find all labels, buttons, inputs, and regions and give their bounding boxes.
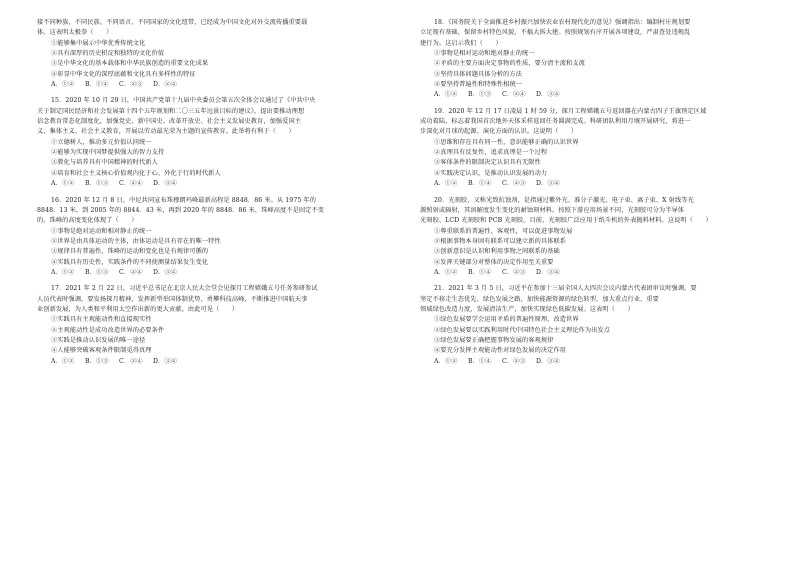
question-stem-line: 光刻胶、LCD 光刻胶和 PCB 光刻胶。目前，光刻胶广泛应用于纸斗机的外表抛料材料。这说明（ ） [420, 217, 712, 225]
option-3: ③实践是推动认识发展的唯一途径 [51, 336, 146, 344]
option-2: ②能够为实现中国梦提供强大的智力支持 [51, 149, 165, 157]
question-stem-line: 建行为。这启示我们（ ） [420, 39, 502, 47]
answer-b[interactable]: B．①③ [85, 357, 109, 365]
option-2: ②具有深厚的历史积淀和独特的文化价值 [51, 50, 165, 58]
answer-d[interactable]: D．②④ [153, 81, 177, 89]
answer-choices [37, 80, 382, 90]
question-stem-line: 的。珠峰的高度变化体现了（ ） [37, 217, 138, 225]
question-stem-line: 业创新发展，为人类和平利用太空作出新的更大贡献。由此可见（ ） [37, 305, 239, 313]
option-4: ④要充分发挥主观能动性对绿色发展的决定作用 [434, 347, 567, 355]
option-1: ①立德树人，推动多元价值认同统一 [51, 138, 152, 146]
answer-a[interactable]: A．①② [51, 180, 75, 188]
option-3: ③教化与培养具有中国精神的时代新人 [51, 159, 158, 167]
option-1: ①事物是相对运动和绝对静止的统一 [434, 50, 535, 58]
option-3: ③绿色发展要正确把握事物发展的客观规律 [434, 336, 554, 344]
answer-b[interactable]: B．①④ [468, 268, 492, 276]
option-2: ②真理具有反复性，追求真理是一个过程 [434, 149, 548, 157]
answer-a[interactable]: A．①② [51, 268, 75, 276]
question-stem-line: 关于制定国民经济和社会发展第十四个五年规划和二〇三五年远景目标的建议》，提出要推动理想 [37, 107, 305, 115]
answer-a[interactable]: A．①② [51, 81, 75, 89]
question-stem-line: 立足现有基础，保留乡村特色风貌，不搞大拆大建。按照规划有序开展各项建设，严肃查处违规乱 [420, 29, 691, 37]
question-stem-line: 人员代表时强调，要发扬探月精神，发挥新型举国体制优势，勇攀科技高峰，不断推进中国航天事 [37, 295, 308, 303]
option-2: ②根据事物本身固有联系可以建立新的具体联系 [434, 237, 567, 245]
left-column [37, 18, 382, 367]
question-stem-line: 接不同种族、不同民族、不同语言、不同国家的文化纽带，已经成为中国文化对外交流传播重要载 [37, 19, 308, 26]
option-3: ③客体条件的限制决定认识具有无限性 [434, 159, 541, 167]
answer-c[interactable]: C．②③ [502, 180, 526, 188]
answer-c[interactable]: C．②④ [119, 180, 143, 188]
question-stem-line: 成功着陆，标志着我国首次地外天体采样返回任务圆满完成。科研团队利用月壤开展研究，将进一 [420, 118, 691, 126]
answer-d[interactable]: D．③④ [536, 180, 560, 188]
option-2: ②矛盾的主要方面决定事物的性质，要分清主流和支流 [434, 60, 585, 68]
option-4: ④实践决定认识，是推动认识发展的动力 [434, 169, 548, 177]
question-stem-line: 信念教育常态化制度化，加强党史、新中国史、改革开放史、社会主义发展史教育，加强爱国主 [37, 118, 302, 126]
answer-b[interactable]: B．①④ [468, 357, 492, 365]
answer-b[interactable]: B．①④ [468, 180, 492, 188]
question-18-stem: 18．《国务院关于全面推进乡村振兴加快农业农村现代化的意见》强调指出：编制村庄规划要 [434, 19, 691, 26]
answer-choices [37, 268, 382, 278]
question-21-stem: 21．2021 年 3 月 5 日，习近平在参加十三届全国人大四次会议内蒙古代表团审议时强调，要 [434, 285, 697, 293]
answer-b[interactable]: B．①④ [85, 81, 109, 89]
option-3: ③坚持具体问题具体分析的方法 [434, 70, 523, 78]
answer-d[interactable]: D．③④ [536, 91, 560, 99]
question-stem-line: 领域绿色改造力度，发展清洁生产，加快实现绿色低碳发展。这表明（ ） [420, 305, 634, 313]
question-stem-line: 步深化对月球的起源、演化方面的认识。这说明（ ） [420, 128, 578, 136]
answer-a[interactable]: A．①② [434, 357, 458, 365]
option-2: ②主观能动性是成功改造世界的必要条件 [51, 326, 165, 334]
question-stem-line: 坚定不移走生态优先、绿色发展之路，加快能源资源的绿色转型，加大重点行业、重要 [420, 295, 659, 303]
answer-a[interactable]: A．①② [434, 268, 458, 276]
option-4: ④实践具有历史性，实践条件的不同使测量结果发生变化 [51, 258, 209, 266]
option-1: ①思维和存在具有同一性，意识能够正确的认识世界 [434, 138, 579, 146]
option-1: ①尊重联系的普遍性、客观性，可以促进事物发展 [434, 227, 573, 235]
answer-choices [420, 90, 765, 100]
option-1: ①能够集中展示中华优秀传统文化 [51, 39, 146, 47]
answer-c[interactable]: C．②④ [119, 268, 143, 276]
answer-d[interactable]: D．③④ [153, 180, 177, 188]
option-2: ②绿色发展要以实践利用时代中国特色社会主义理论作为出发点 [434, 326, 611, 334]
answer-a[interactable]: A．①② [434, 91, 458, 99]
question-stem-line: 体。这表明太极拳（ ） [37, 29, 113, 37]
option-4: ④培育和社会主义核心价值观内化于心、外化于行的时代新人 [51, 169, 221, 177]
question-20-stem: 20．光刻胶，又称光致抗蚀剂，是指通过紫外光、准分子激光、电子束、离子束、X 射线等光 [434, 196, 694, 204]
option-4: ④人能够突破客观条件限制觅得真理 [51, 347, 152, 355]
option-1: ①实践具有主观能动性和直接现实性 [51, 316, 152, 324]
answer-b[interactable]: B．①③ [85, 268, 109, 276]
answer-b[interactable]: B．①③ [85, 180, 109, 188]
answer-b[interactable]: B．①③ [468, 91, 492, 99]
answer-d[interactable]: D．③④ [153, 268, 177, 276]
option-3: ③规律具有普遍性，珠峰的运动和变化也是有规律可循的 [51, 248, 209, 256]
option-4: ④彰显中华文化的深厚底蕴和文化具有多样性的特征 [51, 70, 196, 78]
question-16-stem: 16．2020 年 12 月 8 日，中尼共同宣布珠穆朗玛峰最新高程是 8848．86 米。从 1975 年的 [51, 196, 317, 204]
question-stem-line: 源照射或辐射，其溶解度发生变化的耐蚀刻材料。按照下游应用场景不同，光刻胶可分为半导体 [420, 206, 685, 214]
option-1: ①事物是绝对运动和相对静止的统一 [51, 227, 152, 235]
question-15-stem: 15．2020 年 10 月 29 日，中国共产党第十九届中央委员会第五次全体会议通过了《中共中央 [51, 97, 316, 105]
answer-c[interactable]: C．②③ [119, 81, 143, 89]
answer-d[interactable]: D．③④ [153, 357, 177, 365]
answer-c[interactable]: C．②④ [119, 357, 143, 365]
answer-choices [420, 357, 765, 367]
option-3: ③是中华文化的基本载体和中华民族创造的重要文化成果 [51, 60, 209, 68]
option-2: ②世界是由具体运动的主体，由体运动是具有存在的唯一特性 [51, 237, 221, 245]
option-4: ④发挥关键部分对整体的决定作用至关重要 [434, 258, 554, 266]
answer-a[interactable]: A．①② [434, 180, 458, 188]
answer-choices [420, 268, 765, 278]
answer-a[interactable]: A．①② [51, 357, 75, 365]
answer-choices [37, 357, 382, 367]
answer-d[interactable]: D．③④ [536, 357, 560, 365]
right-column [420, 18, 765, 367]
question-19-stem: 19．2020 年 12 月 17 日凌晨 1 时 59 分，探月工程嫦娥五号返回器在内蒙古四子王旗预定区域 [434, 107, 707, 115]
option-3: ③创新意识是认识和利用事物之间联系的基础 [434, 248, 560, 256]
answer-choices [37, 179, 382, 189]
question-stem-line: 8848．13 米，到 2005 年的 8844．43 米，再到 2020 年的 8848．86 米，珠峰高度不是固定不变 [37, 206, 325, 214]
answer-choices [420, 179, 765, 189]
answer-d[interactable]: D．③④ [536, 268, 560, 276]
question-stem-line: 义、集体主义、社会主义教育，开展以劳动最光荣为主题的宣传教育。此举将有利于（ ） [37, 128, 295, 136]
answer-c[interactable]: C．②④ [502, 91, 526, 99]
answer-c[interactable]: C．②③ [502, 268, 526, 276]
answer-c[interactable]: C．②③ [502, 357, 526, 365]
question-17-stem: 17．2021 年 2 月 22 日，习近平总书记在北京人民大会堂会见探月工程嫦娥五号任务参研参试 [51, 285, 318, 293]
option-1: ①绿色发展要学会运用矛盾的普遍性原理，改造世界 [434, 316, 579, 324]
option-4: ④要坚持普遍性和特殊性相统一 [434, 81, 523, 89]
